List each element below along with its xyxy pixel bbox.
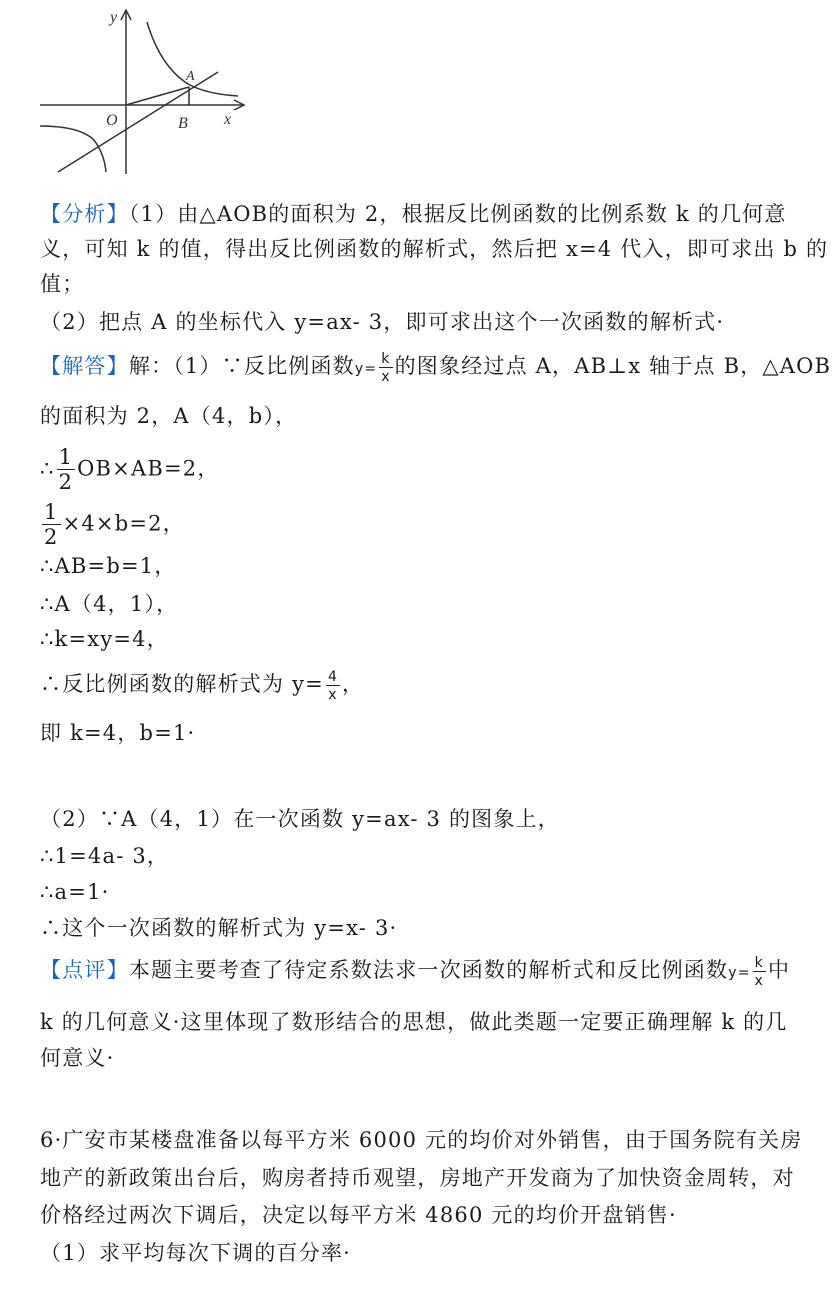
step-3: ∴AB=b=1， — [40, 554, 177, 578]
comment-line-2: k 的几何意义·这里体现了数形结合的思想，做此类题一定要正确理解 k 的几 — [40, 1010, 788, 1034]
linear-function-line — [58, 72, 218, 172]
analysis-line-1: 【分析】（1）由△AOB的面积为 2，根据反比例函数的比例系数 k 的几何意 — [40, 202, 787, 226]
q6-line-2: 地产的新政策出台后，购房者持币观望，房地产开发商为了加快资金周转，对 — [40, 1166, 795, 1190]
analysis-line-2: 义，可知 k 的值，得出反比例函数的解析式，然后把 x=4 代入，即可求出 b 的 — [40, 237, 829, 261]
analysis-tag: 【分析】 — [40, 202, 129, 226]
q6-line-1: 6·广安市某楼盘准备以每平方米 6000 元的均价对外销售，由于国务院有关房 — [40, 1128, 803, 1152]
comment-line-1: 【点评】本题主要考查了待定系数法求一次函数的解析式和反比例函数y= $\frac{k}{x}$ 中 — [40, 954, 791, 989]
fraction-k-over-x-2: $\frac{k}{x}$ — [754, 954, 765, 989]
label-x: x — [224, 111, 232, 128]
q6-line-4: （1）求平均每次下调的百分率· — [40, 1241, 352, 1265]
step-1: ∴ $\frac{1}{2}$ OB×AB=2， — [40, 445, 220, 494]
comment-line-3: 何意义· — [40, 1046, 115, 1070]
label-a: A — [186, 69, 195, 84]
step-4: ∴A（4，1）， — [40, 592, 179, 616]
fraction-k-over-x: $\frac{k}{x}$ — [381, 350, 391, 385]
step-6: ∴反比例函数的解析式为 y= $\frac{4}{x}$ ， — [40, 668, 365, 703]
step-2: $\frac{1}{2}$ ×4×b=2， — [44, 500, 185, 549]
function-graph — [38, 4, 253, 176]
part2-line-1: （2）∵A（4，1）在一次函数 y=ax- 3 的图象上， — [40, 807, 560, 831]
q6-line-3: 价格经过两次下调后，决定以每平方米 4860 元的均价开盘销售· — [40, 1203, 677, 1227]
answer-line-1: 【解答】解：（1）∵反比例函数y= $\frac{k}{x}$ 的图象经过点 A，AB⊥x 轴于点 B，△AOB — [40, 350, 832, 385]
step-7: 即 k=4，b=1· — [40, 721, 196, 745]
label-o: O — [106, 112, 118, 129]
label-y: y — [110, 9, 118, 26]
analysis-line-4: （2）把点 A 的坐标代入 y=ax- 3，即可求出这个一次函数的解析式· — [40, 310, 725, 334]
step-5: ∴k=xy=4， — [40, 627, 169, 651]
comment-tag: 【点评】 — [40, 958, 129, 982]
part2-line-4: ∴这个一次函数的解析式为 y=x- 3· — [40, 916, 398, 940]
fraction-4-over-x: $\frac{4}{x}$ — [327, 668, 339, 703]
answer-tag: 【解答】 — [40, 354, 129, 378]
answer-line-2: 的面积为 2，A（4，b）， — [40, 404, 298, 428]
part2-line-3: ∴a=1· — [40, 880, 110, 904]
label-b: B — [178, 115, 188, 132]
hyperbola-branch-1 — [147, 22, 238, 96]
fraction-one-half: $\frac{1}{2}$ — [58, 445, 74, 494]
part2-line-2: ∴1=4a- 3， — [40, 844, 170, 868]
analysis-line-3: 值； — [40, 272, 85, 296]
fraction-one-half-2: $\frac{1}{2}$ — [44, 500, 59, 549]
